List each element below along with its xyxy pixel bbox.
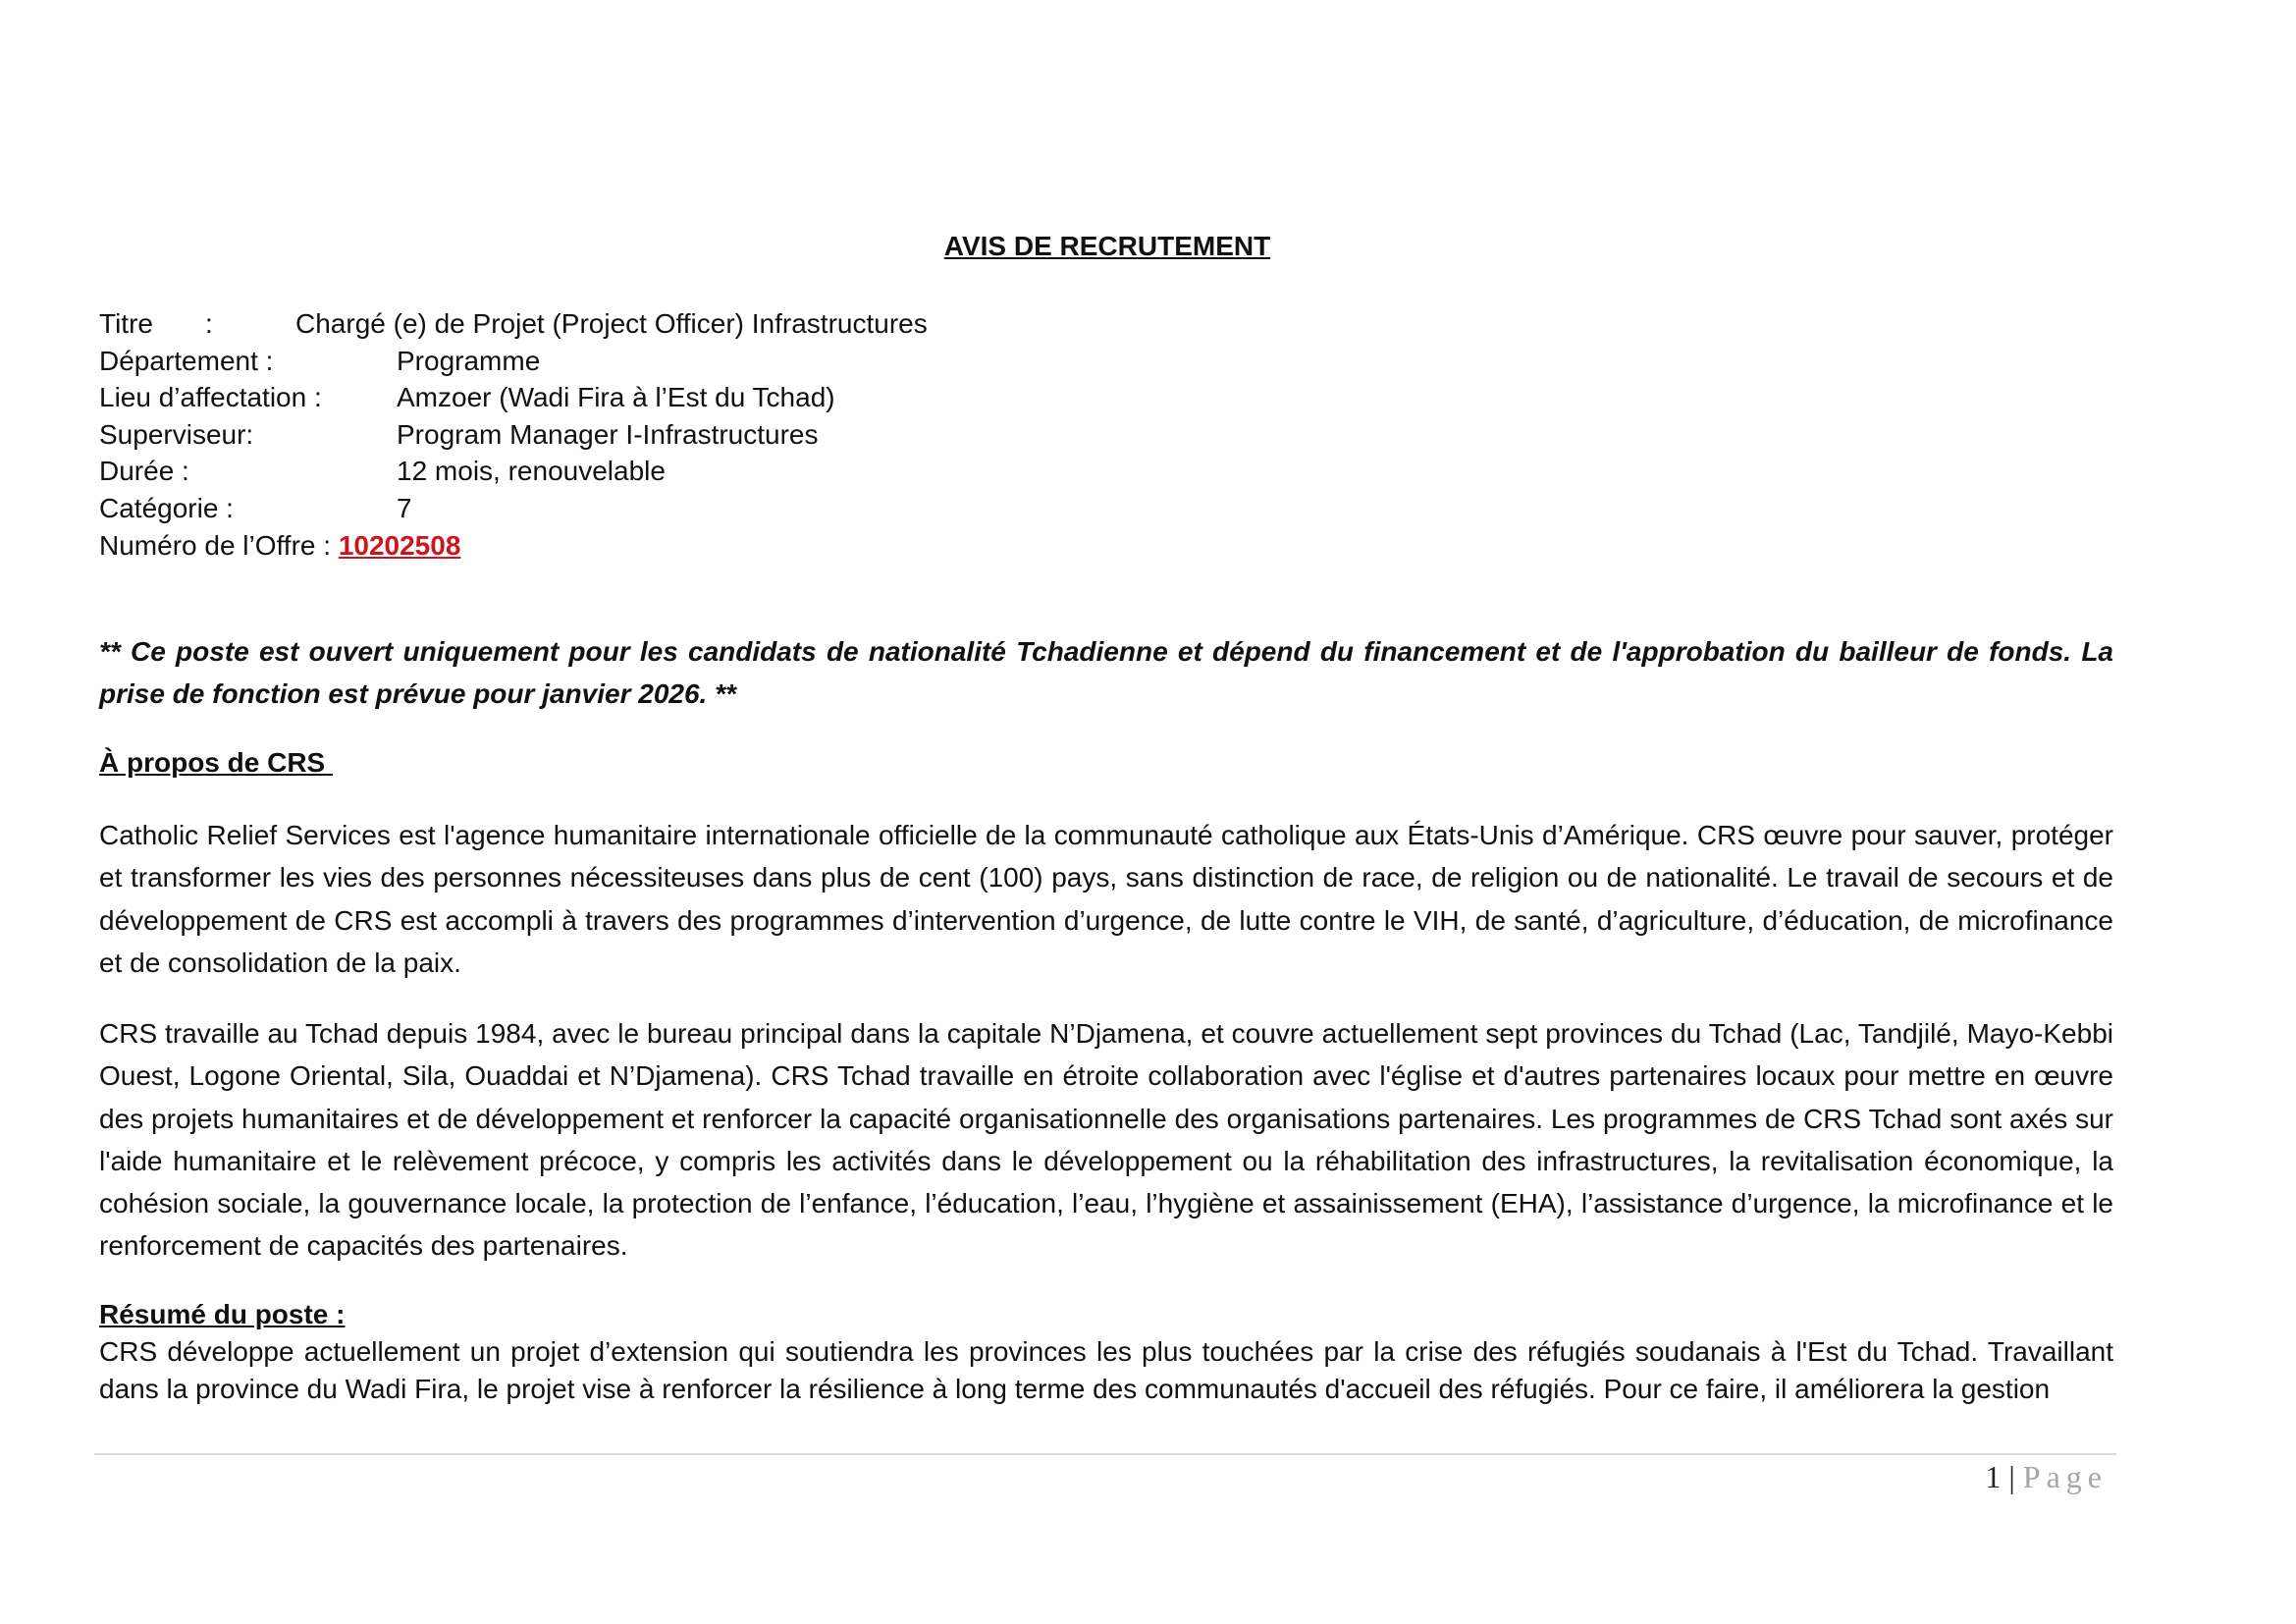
meta-label-duree: Durée : <box>99 456 189 487</box>
job-summary-heading: Résumé du poste : <box>99 1299 346 1329</box>
meta-colon-titre: : <box>205 308 213 339</box>
meta-value-titre: Chargé (e) de Projet (Project Officer) Infrastructures <box>295 308 928 339</box>
meta-value-lieu: Amzoer (Wadi Fira à l’Est du Tchad) <box>397 382 835 413</box>
meta-offre-wrapper <box>99 527 460 565</box>
about-crs-heading: À propos de CRS <box>99 747 334 778</box>
job-summary-paragraph: CRS développe actuellement un projet d’extension qui soutiendra les provinces les plus touchées par la crise des réfugiés soudanais à l'Est du Tchad. Travaillant dans la province du Wadi Fira, le projet vise à renforcer la résilience à long terme des communautés d'accueil des réfugiés. Pour ce faire, il améliorera la gestion <box>99 1336 2113 1404</box>
page-separator: | <box>2008 1459 2015 1494</box>
about-crs-paragraph-1: Catholic Relief Services est l'agence humanitaire internationale officielle de la communauté catholique aux États-Unis d’Amérique. CRS œuvre pour sauver, protéger et transformer les vies des personnes nécessiteuses dans plus de cent (100) pays, sans distinction de race, de religion ou de nationalité. Le travail de secours et de développement de CRS est accompli à travers des programmes d’intervention d’urgence, de lutte contre le VIH, de santé, d’agriculture, d’éducation, de microfinance et de consolidation de la paix. <box>99 820 2113 978</box>
about-crs-paragraph-2: CRS travaille au Tchad depuis 1984, avec le bureau principal dans la capitale N’Djamena, et couvre actuellement sept provinces du Tchad (Lac, Tandjilé, Mayo-Kebbi Ouest, Logone Oriental, Sila, Ouaddai et N’Djamena). CRS Tchad travaille en étroite collaboration avec l'église et d'autres partenaires locaux pour mettre en œuvre des projets humanitaires et de développement et renforcer la capacité organisationnelle des organisations partenaires. Les programmes de CRS Tchad sont axés sur l'aide humanitaire et le relèvement précoce, y compris les activités dans le développement ou la réhabilitation des infrastructures, la revitalisation économique, la cohésion sociale, la gouvernance locale, la protection de l’enfance, l’éducation, l’eau, l’hygiène et assainissement (EHA), l’assistance d’urgence, la microfinance et le renforcement de capacités des partenaires. <box>99 1018 2113 1262</box>
meta-value-departement: Programme <box>397 345 541 376</box>
offer-number-link[interactable]: 10202508 <box>338 529 461 561</box>
meta-label-titre: Titre <box>99 308 153 339</box>
meta-label-categorie: Catégorie : <box>99 492 234 523</box>
meta-label-lieu: Lieu d’affectation : <box>99 382 322 413</box>
footer-divider <box>94 1453 2116 1455</box>
document-title: AVIS DE RECRUTEMENT <box>943 231 1271 261</box>
meta-label-departement: Département : <box>99 345 274 376</box>
page-number: 1 <box>1985 1459 2002 1494</box>
meta-label-superviseur: Superviseur: <box>99 418 254 450</box>
page-word: Page <box>2022 1459 2108 1494</box>
page-footer <box>1985 1459 2108 1495</box>
meta-label-offre: Numéro de l’Offre : <box>99 529 332 561</box>
eligibility-notice: ** Ce poste est ouvert uniquement pour les candidats de nationalité Tchadienne et dépend du financement et de l'approbation du bailleur de fonds. La prise de fonction est prévue pour janvier 2026. ** <box>99 636 2113 709</box>
meta-value-categorie: 7 <box>397 492 412 523</box>
meta-value-duree: 12 mois, renouvelable <box>397 456 666 487</box>
meta-value-superviseur: Program Manager I-Infrastructures <box>397 418 819 450</box>
